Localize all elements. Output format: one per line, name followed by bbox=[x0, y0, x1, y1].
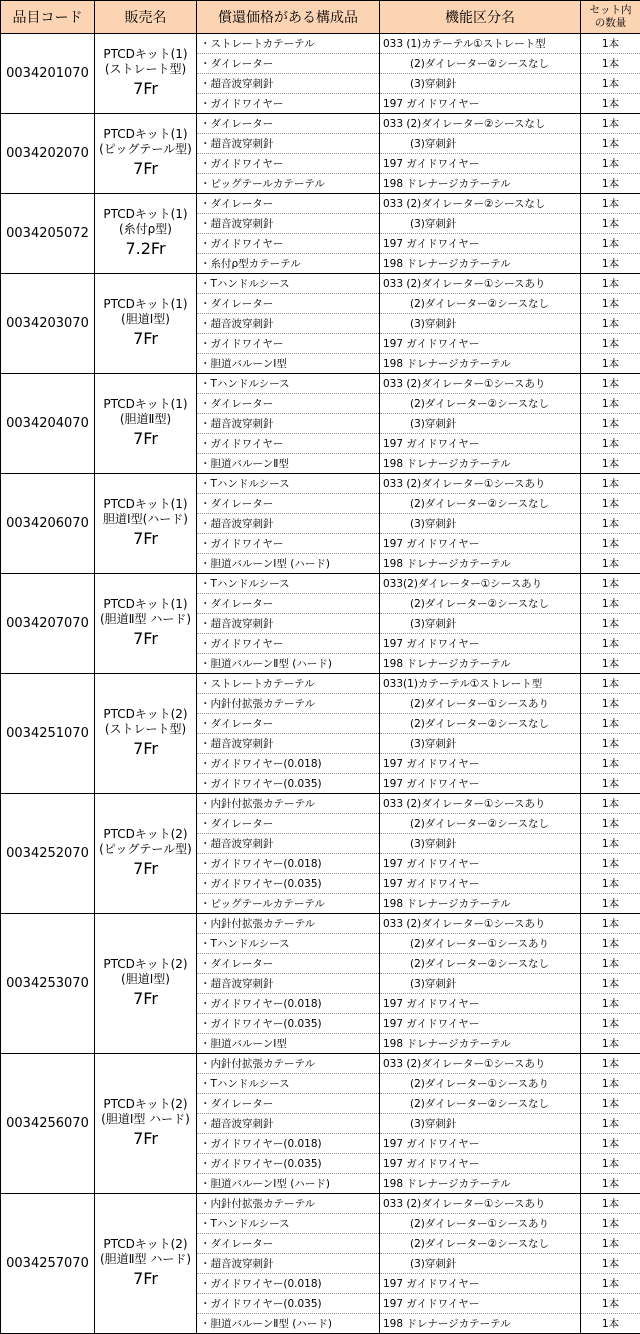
component-name: ・内針付拡張カテーテル bbox=[197, 914, 380, 934]
item-quantity: 1本 bbox=[581, 1034, 640, 1054]
item-quantity: 1本 bbox=[581, 234, 640, 254]
function-category: (2)ダイレーター①シースあり bbox=[380, 934, 581, 954]
table-body bbox=[1, 34, 640, 1334]
product-name bbox=[95, 474, 197, 574]
component-name: ・胆道バルーンⅠ型 (ハード) bbox=[197, 1174, 380, 1194]
function-category: 197 ガイドワイヤー bbox=[380, 434, 581, 454]
product-name-line1: PTCDキット(2) bbox=[95, 957, 196, 972]
product-size: 7Fr bbox=[95, 77, 196, 101]
component-name: ・ガイドワイヤー(0.018) bbox=[197, 994, 380, 1014]
function-category: 033 (2)ダイレーター①シースあり bbox=[380, 1194, 581, 1214]
item-quantity: 1本 bbox=[581, 1214, 640, 1234]
function-category: (2)ダイレーター①シースあり bbox=[380, 1074, 581, 1094]
item-quantity: 1本 bbox=[581, 494, 640, 514]
component-name: ・超音波穿刺針 bbox=[197, 734, 380, 754]
item-quantity: 1本 bbox=[581, 994, 640, 1014]
function-category: 033 (2)ダイレーター①シースあり bbox=[380, 474, 581, 494]
table-row bbox=[1, 574, 640, 594]
function-category: (2)ダイレーター②シースなし bbox=[380, 814, 581, 834]
product-name bbox=[95, 794, 197, 914]
component-name: ・ストレートカテーテル bbox=[197, 674, 380, 694]
component-name: ・ガイドワイヤー bbox=[197, 534, 380, 554]
item-quantity: 1本 bbox=[581, 1054, 640, 1074]
header-name: 販売名 bbox=[95, 1, 197, 34]
item-quantity: 1本 bbox=[581, 754, 640, 774]
table-row bbox=[1, 374, 640, 394]
item-quantity: 1本 bbox=[581, 874, 640, 894]
item-quantity: 1本 bbox=[581, 454, 640, 474]
function-category: 197 ガイドワイヤー bbox=[380, 1014, 581, 1034]
component-name: ・ガイドワイヤー bbox=[197, 634, 380, 654]
product-name-line1: PTCDキット(2) bbox=[95, 707, 196, 722]
function-category: 033(2)ダイレーター①シースあり bbox=[380, 574, 581, 594]
product-code: 0034257070 bbox=[1, 1194, 95, 1334]
item-quantity: 1本 bbox=[581, 294, 640, 314]
product-size: 7Fr bbox=[95, 857, 196, 881]
component-name: ・ダイレーター bbox=[197, 494, 380, 514]
component-name: ・ガイドワイヤー(0.018) bbox=[197, 854, 380, 874]
component-name: ・胆道バルーンⅠ型 (ハード) bbox=[197, 554, 380, 574]
component-name: ・ガイドワイヤー(0.018) bbox=[197, 1134, 380, 1154]
function-category: (2)ダイレーター②シースなし bbox=[380, 1234, 581, 1254]
item-quantity: 1本 bbox=[581, 554, 640, 574]
function-category: 197 ガイドワイヤー bbox=[380, 534, 581, 554]
component-name: ・ダイレーター bbox=[197, 294, 380, 314]
product-code: 0034253070 bbox=[1, 914, 95, 1054]
item-quantity: 1本 bbox=[581, 1074, 640, 1094]
header-function: 機能区分名 bbox=[380, 1, 581, 34]
function-category: (3)穿刺針 bbox=[380, 214, 581, 234]
function-category: 197 ガイドワイヤー bbox=[380, 1294, 581, 1314]
item-quantity: 1本 bbox=[581, 574, 640, 594]
function-category: (3)穿刺針 bbox=[380, 734, 581, 754]
component-name: ・ピッグテールカテーテル bbox=[197, 174, 380, 194]
product-name bbox=[95, 114, 197, 194]
item-quantity: 1本 bbox=[581, 1294, 640, 1314]
product-name-line2: (ストレート型) bbox=[95, 62, 196, 77]
item-quantity: 1本 bbox=[581, 174, 640, 194]
item-quantity: 1本 bbox=[581, 1194, 640, 1214]
component-name: ・超音波穿刺針 bbox=[197, 314, 380, 334]
item-quantity: 1本 bbox=[581, 1014, 640, 1034]
item-quantity: 1本 bbox=[581, 914, 640, 934]
item-quantity: 1本 bbox=[581, 334, 640, 354]
product-size: 7.2Fr bbox=[95, 237, 196, 261]
component-name: ・ピッグテールカテーテル bbox=[197, 894, 380, 914]
function-category: 033 (2)ダイレーター②シースなし bbox=[380, 194, 581, 214]
function-category: 197 ガイドワイヤー bbox=[380, 234, 581, 254]
item-quantity: 1本 bbox=[581, 974, 640, 994]
function-category: 033 (2)ダイレーター①シースあり bbox=[380, 374, 581, 394]
function-category: 033 (2)ダイレーター①シースあり bbox=[380, 914, 581, 934]
component-name: ・Tハンドルシース bbox=[197, 1074, 380, 1094]
header-code: 品目コード bbox=[1, 1, 95, 34]
product-size: 7Fr bbox=[95, 627, 196, 651]
function-category: 198 ドレナージカテーテル bbox=[380, 174, 581, 194]
function-category: 198 ドレナージカテーテル bbox=[380, 454, 581, 474]
function-category: 197 ガイドワイヤー bbox=[380, 1154, 581, 1174]
product-name bbox=[95, 374, 197, 474]
product-name bbox=[95, 574, 197, 674]
item-quantity: 1本 bbox=[581, 374, 640, 394]
product-name bbox=[95, 674, 197, 794]
item-quantity: 1本 bbox=[581, 514, 640, 534]
item-quantity: 1本 bbox=[581, 594, 640, 614]
item-quantity: 1本 bbox=[581, 134, 640, 154]
function-category: (2)ダイレーター②シースなし bbox=[380, 494, 581, 514]
product-name bbox=[95, 194, 197, 274]
function-category: 197 ガイドワイヤー bbox=[380, 754, 581, 774]
header-component: 償還価格がある構成品 bbox=[197, 1, 380, 34]
product-name-line2: (胆道Ⅰ型) bbox=[95, 972, 196, 987]
item-quantity: 1本 bbox=[581, 214, 640, 234]
function-category: (2)ダイレーター②シースなし bbox=[380, 714, 581, 734]
product-name bbox=[95, 914, 197, 1054]
function-category: 197 ガイドワイヤー bbox=[380, 854, 581, 874]
function-category: 198 ドレナージカテーテル bbox=[380, 654, 581, 674]
function-category: (2)ダイレーター②シースなし bbox=[380, 394, 581, 414]
component-name: ・胆道バルーンⅡ型 bbox=[197, 454, 380, 474]
function-category: (3)穿刺針 bbox=[380, 414, 581, 434]
component-name: ・Tハンドルシース bbox=[197, 474, 380, 494]
product-name-line2: (胆道Ⅱ型 ハード) bbox=[95, 612, 196, 627]
item-quantity: 1本 bbox=[581, 54, 640, 74]
product-name-line1: PTCDキット(2) bbox=[95, 1097, 196, 1112]
product-size: 7Fr bbox=[95, 987, 196, 1011]
product-name bbox=[95, 1194, 197, 1334]
product-name-line2: (糸付ρ型) bbox=[95, 222, 196, 237]
product-code: 0034206070 bbox=[1, 474, 95, 574]
table-row bbox=[1, 1054, 640, 1074]
item-quantity: 1本 bbox=[581, 74, 640, 94]
function-category: 033(1)カテーテル①ストレート型 bbox=[380, 674, 581, 694]
component-name: ・ガイドワイヤー bbox=[197, 234, 380, 254]
item-quantity: 1本 bbox=[581, 94, 640, 114]
component-name: ・胆道バルーンⅡ型 (ハード) bbox=[197, 654, 380, 674]
function-category: (2)ダイレーター②シースなし bbox=[380, 954, 581, 974]
table-row bbox=[1, 194, 640, 214]
item-quantity: 1本 bbox=[581, 634, 640, 654]
function-category: (3)穿刺針 bbox=[380, 1114, 581, 1134]
function-category: (3)穿刺針 bbox=[380, 74, 581, 94]
product-name-line1: PTCDキット(1) bbox=[95, 297, 196, 312]
function-category: (3)穿刺針 bbox=[380, 614, 581, 634]
function-category: 198 ドレナージカテーテル bbox=[380, 1174, 581, 1194]
function-category: (3)穿刺針 bbox=[380, 134, 581, 154]
item-quantity: 1本 bbox=[581, 734, 640, 754]
product-size: 7Fr bbox=[95, 427, 196, 451]
component-name: ・超音波穿刺針 bbox=[197, 514, 380, 534]
product-name-line1: PTCDキット(1) bbox=[95, 397, 196, 412]
product-code: 0034201070 bbox=[1, 34, 95, 114]
item-quantity: 1本 bbox=[581, 1094, 640, 1114]
function-category: (2)ダイレーター②シースなし bbox=[380, 594, 581, 614]
table-row bbox=[1, 474, 640, 494]
component-name: ・超音波穿刺針 bbox=[197, 414, 380, 434]
product-size: 7Fr bbox=[95, 737, 196, 761]
product-name-line1: PTCDキット(2) bbox=[95, 827, 196, 842]
item-quantity: 1本 bbox=[581, 694, 640, 714]
component-name: ・ダイレーター bbox=[197, 194, 380, 214]
product-size: 7Fr bbox=[95, 1267, 196, 1291]
item-quantity: 1本 bbox=[581, 1174, 640, 1194]
function-category: (3)穿刺針 bbox=[380, 514, 581, 534]
component-name: ・ガイドワイヤー bbox=[197, 434, 380, 454]
component-name: ・ダイレーター bbox=[197, 594, 380, 614]
item-quantity: 1本 bbox=[581, 534, 640, 554]
item-quantity: 1本 bbox=[581, 274, 640, 294]
function-category: (3)穿刺針 bbox=[380, 314, 581, 334]
component-name: ・Tハンドルシース bbox=[197, 574, 380, 594]
product-code: 0034205072 bbox=[1, 194, 95, 274]
item-quantity: 1本 bbox=[581, 394, 640, 414]
component-name: ・ガイドワイヤー(0.035) bbox=[197, 1294, 380, 1314]
function-category: 198 ドレナージカテーテル bbox=[380, 894, 581, 914]
component-name: ・ダイレーター bbox=[197, 1234, 380, 1254]
item-quantity: 1本 bbox=[581, 1254, 640, 1274]
item-quantity: 1本 bbox=[581, 1314, 640, 1334]
function-category: (2)ダイレーター②シースなし bbox=[380, 294, 581, 314]
component-name: ・超音波穿刺針 bbox=[197, 1114, 380, 1134]
function-category: (2)ダイレーター②シースなし bbox=[380, 54, 581, 74]
component-name: ・内針付拡張カテーテル bbox=[197, 794, 380, 814]
product-name-line1: PTCDキット(1) bbox=[95, 497, 196, 512]
item-quantity: 1本 bbox=[581, 1154, 640, 1174]
function-category: 033 (2)ダイレーター①シースあり bbox=[380, 274, 581, 294]
item-quantity: 1本 bbox=[581, 654, 640, 674]
item-quantity: 1本 bbox=[581, 114, 640, 134]
component-name: ・ダイレーター bbox=[197, 814, 380, 834]
header-quantity-line1: セット内 bbox=[590, 4, 632, 16]
component-name: ・Tハンドルシース bbox=[197, 374, 380, 394]
product-code: 0034256070 bbox=[1, 1054, 95, 1194]
function-category: 033 (2)ダイレーター①シースあり bbox=[380, 1054, 581, 1074]
component-name: ・内針付拡張カテーテル bbox=[197, 1054, 380, 1074]
component-name: ・胆道バルーンⅡ型 (ハード) bbox=[197, 1314, 380, 1334]
component-name: ・超音波穿刺針 bbox=[197, 614, 380, 634]
item-quantity: 1本 bbox=[581, 714, 640, 734]
product-code: 0034251070 bbox=[1, 674, 95, 794]
item-quantity: 1本 bbox=[581, 1134, 640, 1154]
function-category: 198 ドレナージカテーテル bbox=[380, 554, 581, 574]
function-category: (3)穿刺針 bbox=[380, 834, 581, 854]
component-name: ・ストレートカテーテル bbox=[197, 34, 380, 54]
product-name-line2: (ピッグテール型) bbox=[95, 142, 196, 157]
item-quantity: 1本 bbox=[581, 194, 640, 214]
component-name: ・超音波穿刺針 bbox=[197, 74, 380, 94]
component-name: ・超音波穿刺針 bbox=[197, 134, 380, 154]
item-quantity: 1本 bbox=[581, 854, 640, 874]
product-code: 0034204070 bbox=[1, 374, 95, 474]
function-category: 197 ガイドワイヤー bbox=[380, 634, 581, 654]
component-name: ・超音波穿刺針 bbox=[197, 214, 380, 234]
item-quantity: 1本 bbox=[581, 1274, 640, 1294]
component-name: ・ガイドワイヤー(0.035) bbox=[197, 1014, 380, 1034]
component-name: ・ガイドワイヤー(0.035) bbox=[197, 774, 380, 794]
component-name: ・ダイレーター bbox=[197, 1094, 380, 1114]
item-quantity: 1本 bbox=[581, 1234, 640, 1254]
product-name-line1: PTCDキット(1) bbox=[95, 47, 196, 62]
product-size: 7Fr bbox=[95, 527, 196, 551]
component-name: ・ガイドワイヤー bbox=[197, 94, 380, 114]
header-quantity bbox=[581, 1, 640, 34]
item-quantity: 1本 bbox=[581, 774, 640, 794]
function-category: 198 ドレナージカテーテル bbox=[380, 354, 581, 374]
item-quantity: 1本 bbox=[581, 814, 640, 834]
product-name-line1: PTCDキット(1) bbox=[95, 597, 196, 612]
component-name: ・ガイドワイヤー(0.018) bbox=[197, 754, 380, 774]
item-quantity: 1本 bbox=[581, 894, 640, 914]
product-name-line2: (ストレート型) bbox=[95, 722, 196, 737]
function-category: (3)穿刺針 bbox=[380, 974, 581, 994]
function-category: 198 ドレナージカテーテル bbox=[380, 1034, 581, 1054]
component-name: ・超音波穿刺針 bbox=[197, 834, 380, 854]
product-name-line2: (ピッグテール型) bbox=[95, 842, 196, 857]
header-quantity-line2: の数量 bbox=[595, 17, 627, 29]
product-code: 0034203070 bbox=[1, 274, 95, 374]
product-code: 0034252070 bbox=[1, 794, 95, 914]
product-size: 7Fr bbox=[95, 327, 196, 351]
product-code: 0034207070 bbox=[1, 574, 95, 674]
item-quantity: 1本 bbox=[581, 314, 640, 334]
component-name: ・ダイレーター bbox=[197, 394, 380, 414]
item-quantity: 1本 bbox=[581, 954, 640, 974]
function-category: (2)ダイレーター②シースなし bbox=[380, 1094, 581, 1114]
component-name: ・ガイドワイヤー bbox=[197, 154, 380, 174]
product-size: 7Fr bbox=[95, 1127, 196, 1151]
function-category: (3)穿刺針 bbox=[380, 1254, 581, 1274]
product-name-line2: 胆道Ⅰ型(ハード) bbox=[95, 512, 196, 527]
function-category: 197 ガイドワイヤー bbox=[380, 874, 581, 894]
item-quantity: 1本 bbox=[581, 34, 640, 54]
component-name: ・ガイドワイヤー(0.018) bbox=[197, 1274, 380, 1294]
component-name: ・胆道バルーンⅠ型 bbox=[197, 354, 380, 374]
product-name bbox=[95, 1054, 197, 1194]
item-quantity: 1本 bbox=[581, 1114, 640, 1134]
table-row bbox=[1, 34, 640, 54]
component-name: ・Tハンドルシース bbox=[197, 934, 380, 954]
function-category: 197 ガイドワイヤー bbox=[380, 1134, 581, 1154]
item-quantity: 1本 bbox=[581, 474, 640, 494]
function-category: 198 ドレナージカテーテル bbox=[380, 1314, 581, 1334]
product-code: 0034202070 bbox=[1, 114, 95, 194]
component-name: ・超音波穿刺針 bbox=[197, 974, 380, 994]
product-name-line2: (胆道Ⅰ型 ハード) bbox=[95, 1112, 196, 1127]
table-row bbox=[1, 914, 640, 934]
function-category: 197 ガイドワイヤー bbox=[380, 774, 581, 794]
component-name: ・内針付拡張カテーテル bbox=[197, 1194, 380, 1214]
product-name-line2: (胆道Ⅱ型) bbox=[95, 412, 196, 427]
component-name: ・ガイドワイヤー(0.035) bbox=[197, 1154, 380, 1174]
table-row bbox=[1, 674, 640, 694]
product-name bbox=[95, 34, 197, 114]
product-name-line2: (胆道Ⅱ型 ハード) bbox=[95, 1252, 196, 1267]
item-quantity: 1本 bbox=[581, 794, 640, 814]
function-category: 198 ドレナージカテーテル bbox=[380, 254, 581, 274]
item-quantity: 1本 bbox=[581, 354, 640, 374]
item-quantity: 1本 bbox=[581, 834, 640, 854]
function-category: (2)ダイレーター①シースあり bbox=[380, 694, 581, 714]
item-quantity: 1本 bbox=[581, 934, 640, 954]
component-name: ・ダイレーター bbox=[197, 54, 380, 74]
function-category: 197 ガイドワイヤー bbox=[380, 94, 581, 114]
component-name: ・内針付拡張カテーテル bbox=[197, 694, 380, 714]
component-name: ・Tハンドルシース bbox=[197, 274, 380, 294]
component-name: ・糸付ρ型カテーテル bbox=[197, 254, 380, 274]
table-row bbox=[1, 274, 640, 294]
component-name: ・ガイドワイヤー(0.035) bbox=[197, 874, 380, 894]
function-category: 033 (1)カテーテル①ストレート型 bbox=[380, 34, 581, 54]
header-row bbox=[1, 1, 640, 34]
product-name-line1: PTCDキット(1) bbox=[95, 207, 196, 222]
component-name: ・ダイレーター bbox=[197, 114, 380, 134]
item-quantity: 1本 bbox=[581, 154, 640, 174]
item-quantity: 1本 bbox=[581, 254, 640, 274]
component-name: ・ダイレーター bbox=[197, 954, 380, 974]
function-category: (2)ダイレーター①シースあり bbox=[380, 1214, 581, 1234]
component-name: ・ダイレーター bbox=[197, 714, 380, 734]
component-name: ・Tハンドルシース bbox=[197, 1214, 380, 1234]
item-quantity: 1本 bbox=[581, 614, 640, 634]
component-name: ・胆道バルーンⅠ型 bbox=[197, 1034, 380, 1054]
product-name-line1: PTCDキット(2) bbox=[95, 1237, 196, 1252]
function-category: 197 ガイドワイヤー bbox=[380, 154, 581, 174]
function-category: 197 ガイドワイヤー bbox=[380, 334, 581, 354]
table-row bbox=[1, 1194, 640, 1214]
function-category: 197 ガイドワイヤー bbox=[380, 1274, 581, 1294]
function-category: 197 ガイドワイヤー bbox=[380, 994, 581, 1014]
function-category: 033 (2)ダイレーター②シースなし bbox=[380, 114, 581, 134]
product-name-line2: (胆道Ⅰ型) bbox=[95, 312, 196, 327]
item-quantity: 1本 bbox=[581, 434, 640, 454]
item-quantity: 1本 bbox=[581, 674, 640, 694]
component-name: ・ガイドワイヤー bbox=[197, 334, 380, 354]
table-row bbox=[1, 114, 640, 134]
component-name: ・超音波穿刺針 bbox=[197, 1254, 380, 1274]
product-name bbox=[95, 274, 197, 374]
product-name-line1: PTCDキット(1) bbox=[95, 127, 196, 142]
function-category: 033 (2)ダイレーター①シースあり bbox=[380, 794, 581, 814]
product-size: 7Fr bbox=[95, 157, 196, 181]
table-row bbox=[1, 794, 640, 814]
item-quantity: 1本 bbox=[581, 414, 640, 434]
